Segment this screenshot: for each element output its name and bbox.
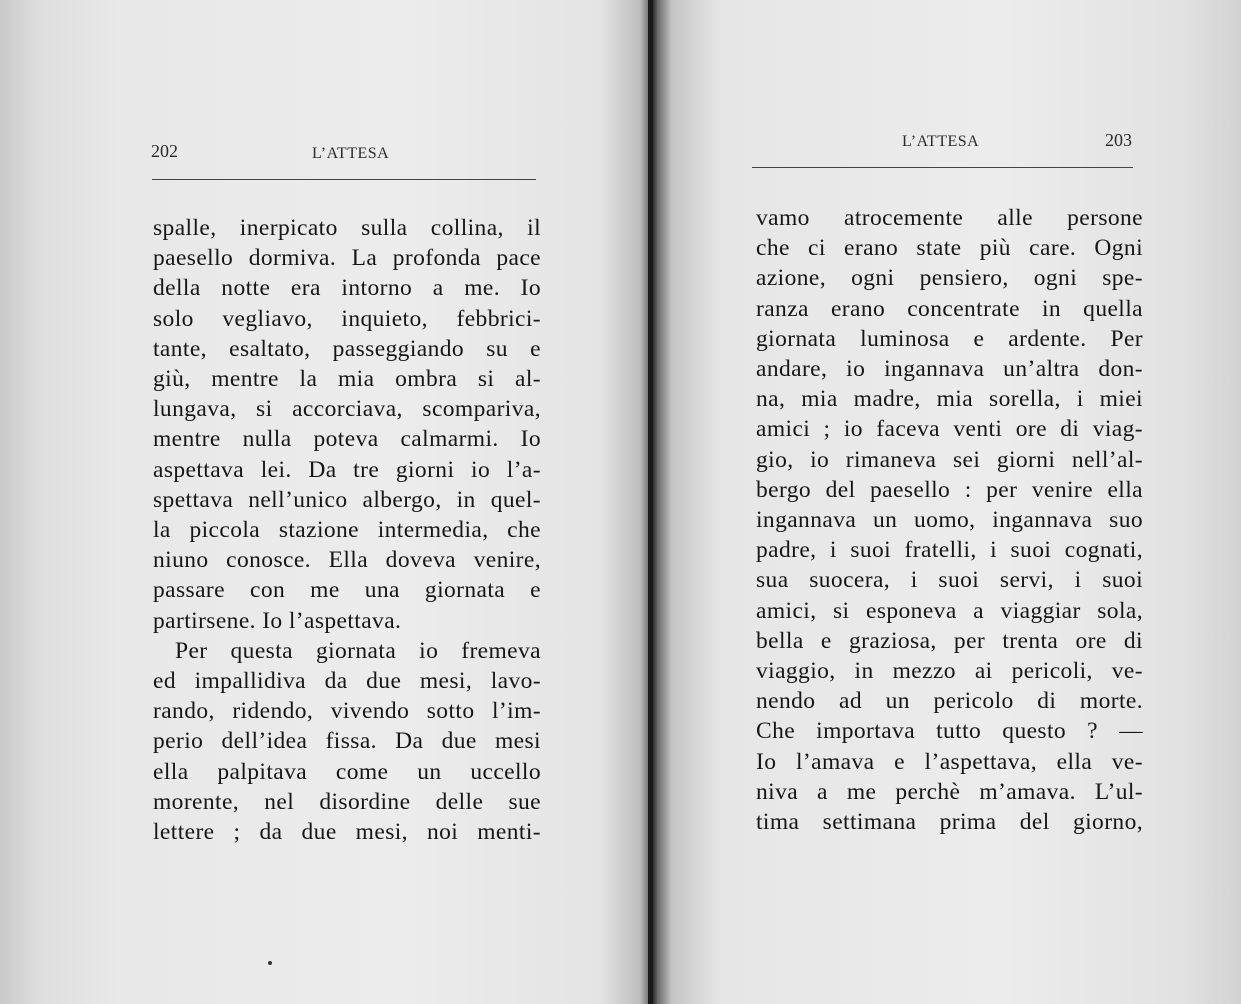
right-page-text	[756, 203, 1143, 837]
text-line: padre, i suoi fratelli, i suoi cognati,	[756, 537, 1143, 564]
text-line: che ci erano state più care. Ogni	[756, 235, 1143, 262]
text-line: ella palpitava come un uccello	[153, 758, 541, 785]
left-page-number: 202	[151, 141, 178, 161]
text-line: na, mia madre, mia sorella, i miei	[756, 386, 1143, 413]
text-line: bergo del paesello : per venire ella	[756, 476, 1143, 503]
text-line: solo vegliavo, inquieto, febbrici-	[153, 305, 541, 332]
right-running-head: L’ATTESA	[902, 133, 980, 150]
text-line: bella e graziosa, per trenta ore di	[756, 627, 1143, 654]
text-line: lettere ; da due mesi, noi menti-	[153, 819, 541, 846]
text-line: mentre nulla poteva calmarmi. Io	[153, 426, 541, 453]
text-line: ingannava un uomo, ingannava suo	[756, 507, 1143, 534]
text-line: amici, si esponeva a viaggiar sola,	[756, 597, 1143, 624]
right-header-rule	[752, 167, 1133, 168]
text-line: amici ; io faceva venti ore di viag-	[756, 416, 1143, 443]
text-line: Io l’amava e l’aspettava, ella ve-	[756, 748, 1143, 775]
text-line: della notte era intorno a me. Io	[153, 275, 541, 302]
text-line: ed impallidiva da due mesi, lavo-	[153, 668, 541, 695]
text-line: paesello dormiva. La profonda pace	[153, 245, 541, 272]
text-line: tima settimana prima del giorno,	[756, 809, 1143, 836]
text-line: andare, io ingannava un’altra don-	[756, 356, 1143, 383]
text-line: niuno conosce. Ella doveva venire,	[153, 547, 541, 574]
text-line: ranza erano concentrate in quella	[756, 295, 1143, 322]
text-line: sua suocera, i suoi servi, i suoi	[756, 567, 1143, 594]
text-line: Che importava tutto questo ? —	[756, 718, 1143, 745]
text-line: giù, mentre la mia ombra si al-	[153, 366, 541, 393]
left-running-head: L’ATTESA	[312, 145, 390, 162]
text-line: niva a me perchè m’amava. L’ul-	[756, 778, 1143, 805]
text-line: passare con me una giornata e	[153, 577, 541, 604]
text-line: nendo ad un pericolo di morte.	[756, 688, 1143, 715]
text-line: rando, ridendo, vivendo sotto l’im-	[153, 698, 541, 725]
text-line: vamo atrocemente alle persone	[756, 205, 1143, 231]
text-line: azione, ogni pensiero, ogni spe-	[756, 265, 1143, 292]
text-line: spalle, inerpicato sulla collina, il	[153, 215, 541, 241]
text-line: aspettava lei. Da tre giorni io l’a-	[153, 456, 541, 483]
text-line: giornata luminosa e ardente. Per	[756, 325, 1143, 352]
text-line: perio dell’idea fissa. Da due mesi	[153, 728, 541, 755]
text-line: lungava, si accorciava, scompariva,	[153, 396, 541, 423]
right-page	[656, 0, 1241, 1004]
text-line: morente, nel disordine delle sue	[153, 788, 541, 815]
left-header-rule	[152, 179, 536, 180]
book-gutter	[648, 0, 653, 1004]
text-line: partirsene. Io l’aspettava.	[153, 607, 402, 634]
text-line: viaggio, in mezzo ai pericoli, ve-	[756, 658, 1143, 685]
text-line: spettava nell’unico albergo, in quel-	[153, 486, 541, 513]
paper-speck	[268, 961, 272, 965]
text-line: gio, io rimaneva sei giorni nell’al-	[756, 446, 1143, 473]
text-line: Per questa giornata io fremeva	[175, 637, 541, 664]
right-page-number: 203	[1105, 130, 1132, 150]
text-line: tante, esaltato, passeggiando su e	[153, 335, 541, 362]
text-line: la piccola stazione intermedia, che	[153, 517, 541, 544]
left-page-text	[153, 213, 541, 847]
